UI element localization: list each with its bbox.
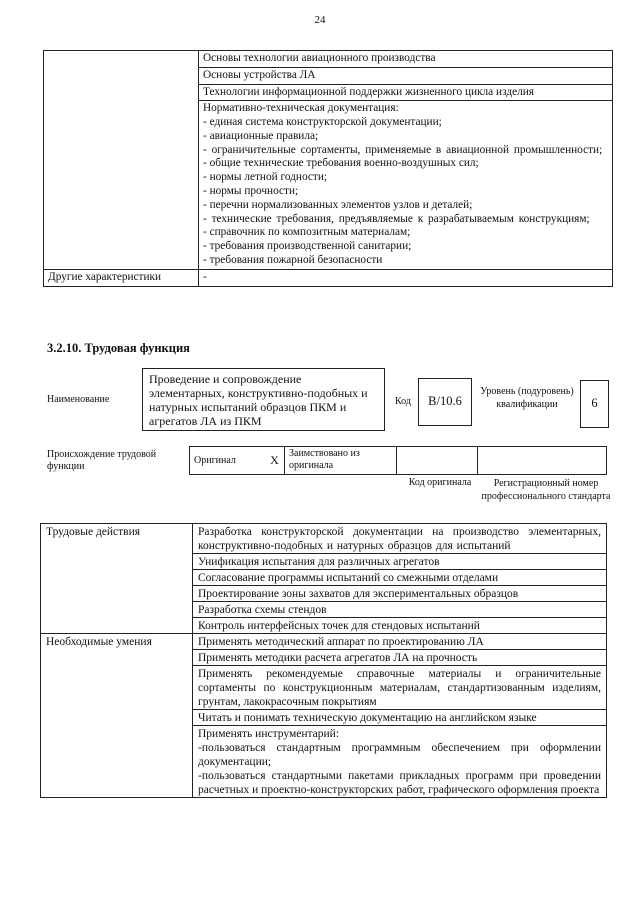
- origin-label: Происхождение трудовой функции: [47, 449, 157, 472]
- list-item: - нормы летной годности;: [203, 171, 328, 184]
- code-original-cell: [397, 447, 478, 475]
- list-item: - нормы прочности;: [203, 185, 299, 198]
- reg-number-cell: [478, 447, 607, 475]
- original-label: Оригинал: [190, 447, 266, 475]
- name-value-box: Проведение и сопровождение элементарных, конструктивно-подобных и натурных испытаний образцов ПКМ и агрегатов ЛА из ПКМ: [142, 368, 385, 431]
- table-row: Применять методический аппарат по проектированию ЛА: [193, 634, 607, 650]
- other-characteristics-value: -: [199, 269, 613, 286]
- level-value-box: 6: [580, 380, 609, 428]
- original-mark: X: [265, 447, 285, 475]
- page-number: 24: [314, 14, 326, 26]
- origin-table: [189, 446, 607, 475]
- borrowed-label: Заимствовано из оригинала: [285, 447, 397, 475]
- list-item: - перечни нормализованных элементов узлов и деталей;: [203, 198, 473, 211]
- table-row: Согласование программы испытаний со смежными отделами: [193, 570, 607, 586]
- list-item: - общие технические требования военно-воздушных сил;: [203, 157, 479, 170]
- tools-cell: [193, 726, 607, 798]
- list-item: - требования производственной санитарии;: [203, 240, 412, 253]
- skills-label: Необходимые умения: [41, 634, 193, 798]
- list-item: - справочник по композитным материалам;: [203, 226, 411, 239]
- code-label: Код: [395, 396, 411, 407]
- code-value-box: B/10.6: [418, 378, 472, 426]
- knowledge-table: [43, 50, 613, 287]
- table-row: Разработка конструкторской документации на производство элементарных, конструктивно-подобных и натурных образцов для испытаний: [193, 524, 607, 554]
- name-label: Наименование: [47, 394, 110, 405]
- section-heading: 3.2.10. Трудовая функция: [47, 341, 190, 355]
- list-item: -пользоваться стандартными пакетами прикладных программ при проведении расчетных и проектно-конструкторских работ, графического оформления проекта: [198, 770, 601, 797]
- table-row: Основы устройства ЛА: [199, 67, 613, 84]
- table-cell-empty: [44, 51, 199, 270]
- reg-number-caption: Регистрационный номер профессионального стандарта: [481, 478, 611, 502]
- table-row: Разработка схемы стендов: [193, 602, 607, 618]
- table-row: Читать и понимать техническую документацию на английском языке: [193, 710, 607, 726]
- normative-docs-cell: [199, 101, 613, 269]
- tools-title: Применять инструментарий:: [198, 728, 340, 741]
- list-item: - единая система конструкторской документации;: [203, 116, 442, 129]
- actions-skills-table: [40, 523, 607, 798]
- code-original-caption: Код оригинала: [408, 477, 472, 488]
- table-row: Основы технологии авиационного производства: [199, 51, 613, 68]
- list-item: - ограничительные сортаменты, применяемые в авиационной промышленности;: [203, 143, 603, 156]
- actions-label: Трудовые действия: [41, 524, 193, 634]
- table-row: Применять методики расчета агрегатов ЛА на прочность: [193, 650, 607, 666]
- table-row: Унификация испытания для различных агрегатов: [193, 554, 607, 570]
- table-row: Проектирование зоны захватов для экспериментальных образцов: [193, 586, 607, 602]
- list-item: -пользоваться стандартным программным обеспечением при оформлении документации;: [198, 742, 601, 769]
- table-row: Применять рекомендуемые справочные материалы и ограничительные сортаменты по конструкционным материалам, стандартизованным изделиям, грунтам, лакокрасочным покрытиям: [193, 666, 607, 710]
- level-label: Уровень (подуровень) квалификации: [480, 386, 574, 410]
- list-item: - авиационные правила;: [203, 129, 319, 142]
- list-item: - технические требования, предъявляемые к разрабатываемым конструкциям;: [203, 212, 590, 225]
- list-item: - требования пожарной безопасности: [203, 253, 383, 266]
- other-characteristics-label: Другие характеристики: [44, 269, 199, 286]
- table-row: Контроль интерфейсных точек для стендовых испытаний: [193, 618, 607, 634]
- normative-docs-title: Нормативно-техническая документация:: [203, 102, 399, 115]
- table-row: Технологии информационной поддержки жизненного цикла изделия: [199, 84, 613, 101]
